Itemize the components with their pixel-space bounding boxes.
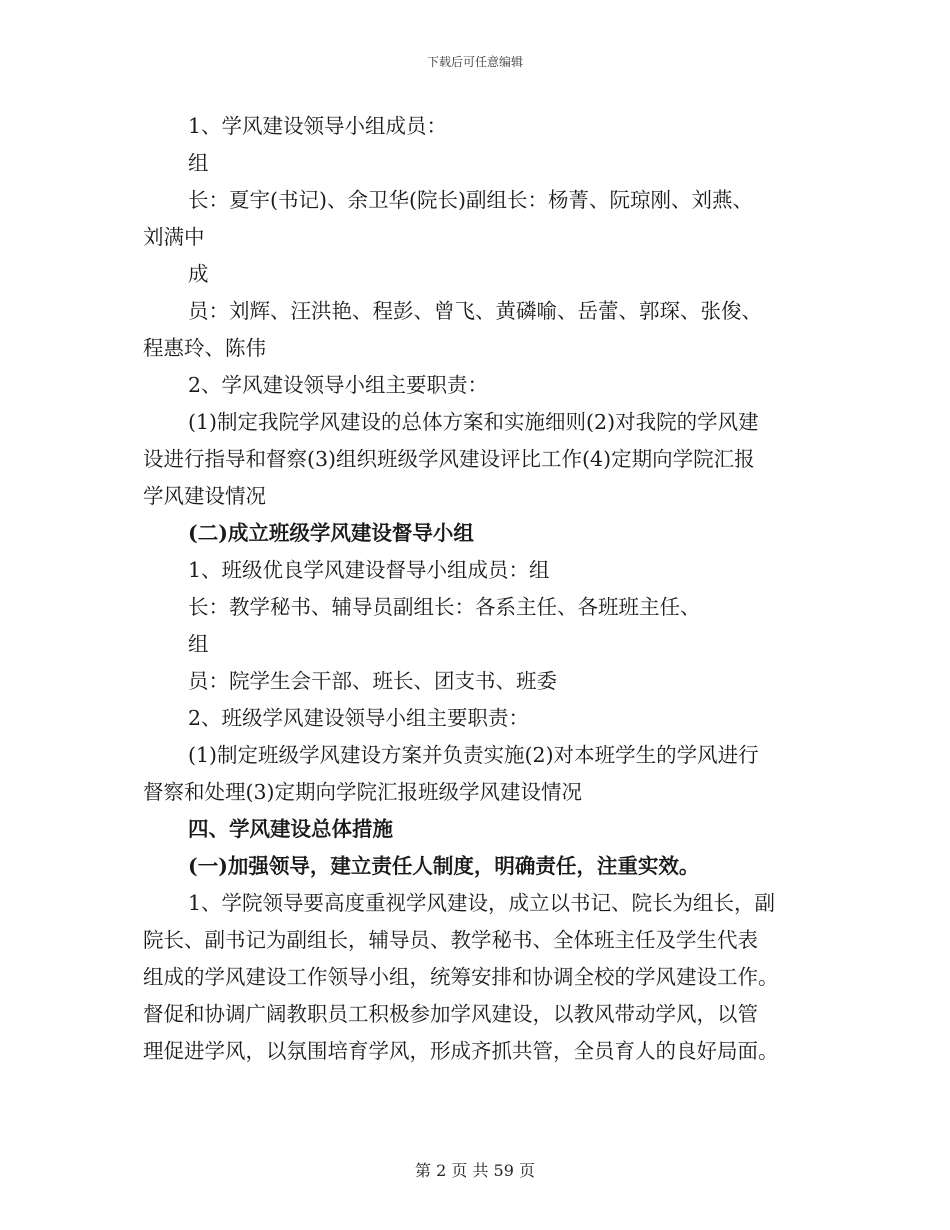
page-header: 下载后可任意编辑 bbox=[426, 55, 523, 69]
text-line: 2、班级学风建设领导小组主要职责： bbox=[188, 706, 530, 730]
text-line: 理促进学风，以氛围培育学风，形成齐抓共管，全员育人的良好局面。 bbox=[143, 1039, 779, 1063]
text-line: 组 bbox=[188, 632, 209, 656]
text-line: 院长、副书记为副组长，辅导员、教学秘书、全体班主任及学生代表 bbox=[143, 928, 758, 952]
text-line: 刘满中 bbox=[143, 225, 205, 249]
text-line: 组成的学风建设工作领导小组，统筹安排和协调全校的学风建设工作。 bbox=[143, 965, 779, 989]
text-line: 长：教学秘书、辅导员副组长：各系主任、各班班主任、 bbox=[188, 595, 701, 619]
text-line: 1、班级优良学风建设督导小组成员：组 bbox=[188, 558, 550, 582]
page-footer: 第 2 页 共 59 页 bbox=[415, 1161, 535, 1180]
text-line: 长：夏宇(书记)、余卫华(院长)副组长：杨菁、阮琼刚、刘燕、 bbox=[188, 188, 753, 212]
text-line: 2、学风建设领导小组主要职责： bbox=[188, 373, 489, 397]
text-line: 员：院学生会干部、班长、团支书、班委 bbox=[188, 669, 557, 693]
section-heading: 四、学风建设总体措施 bbox=[188, 817, 393, 841]
section-heading: (一)加强领导，建立责任人制度，明确责任，注重实效。 bbox=[188, 854, 700, 878]
text-line: 程惠玲、陈伟 bbox=[143, 336, 266, 360]
text-line: 成 bbox=[188, 262, 209, 286]
text-line: (1)制定我院学风建设的总体方案和实施细则(2)对我院的学风建 bbox=[188, 410, 759, 434]
text-line: 员：刘辉、汪洪艳、程彭、曾飞、黄磷喻、岳蕾、郭琛、张俊、 bbox=[188, 299, 762, 323]
section-heading: (二)成立班级学风建设督导小组 bbox=[188, 521, 474, 545]
text-line: 督促和协调广阔教职员工积极参加学风建设，以教风带动学风，以管 bbox=[143, 1002, 758, 1026]
text-line: (1)制定班级学风建设方案并负责实施(2)对本班学生的学风进行 bbox=[188, 743, 759, 767]
text-line: 1、学院领导要高度重视学风建设，成立以书记、院长为组长，副 bbox=[188, 891, 776, 915]
text-line: 1、学风建设领导小组成员： bbox=[188, 114, 448, 138]
text-line: 设进行指导和督察(3)组织班级学风建设评比工作(4)定期向学院汇报 bbox=[143, 447, 755, 471]
text-line: 学风建设情况 bbox=[143, 484, 266, 508]
document-body bbox=[143, 108, 808, 1070]
text-line: 组 bbox=[188, 151, 209, 175]
text-line: 督察和处理(3)定期向学院汇报班级学风建设情况 bbox=[143, 780, 583, 804]
